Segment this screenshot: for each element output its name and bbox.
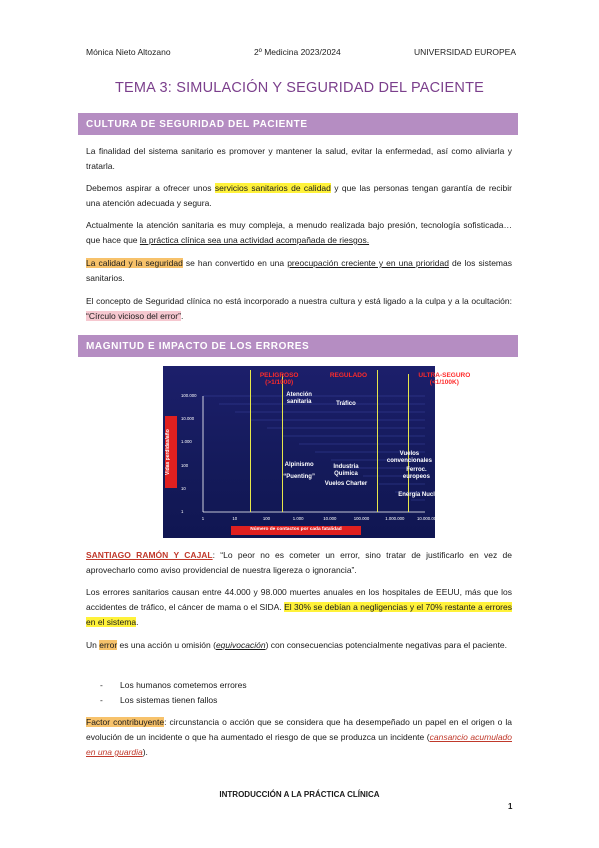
x-tick-label: 100.000 [353,516,370,521]
paragraph-error-stats: Los errores sanitarios causan entre 44.000 y 98.000 muertes anuales en los hospitales de EEUU, más que los accidentes de tráfico, el cáncer de mama o el SIDA. El 30% se debían a negligencias y el 70% restante a errores en el sistema. [86,587,512,627]
risk-chart [163,366,471,538]
x-tick-label: 1.000 [292,516,304,521]
list-item: - Los sistemas tienen fallos [100,695,218,705]
error-list [100,678,247,708]
y-axis-label: Vidas perdidas/año [165,429,171,475]
highlight-vicious-circle: “Círculo vicioso del error” [86,311,181,321]
x-tick-label: 1.000.000 [385,516,405,521]
section-heading-culture: CULTURA DE SEGURIDAD DEL PACIENTE [78,113,518,135]
page-title: TEMA 3: SIMULACIÓN Y SEGURIDAD DEL PACIENTE [114,80,485,96]
highlight-quality-services: servicios sanitarios de calidad [214,183,331,193]
paragraph-priority: La calidad y la seguridad se han convertido en una preocupación creciente y en una prioridad de los sistemas sanitarios. [86,258,512,283]
list-item: - Los humanos cometemos errores [100,680,247,690]
chart-point-label: Vuelos convencionales [386,450,432,464]
x-tick-label: 10.000 [323,516,337,521]
paragraph-safety-concept: El concepto de Seguridad clínica no está incorporado a nuestra cultura y está ligado a la culpa y a la ocultación: “Círculo vicioso del error”. [86,296,512,321]
y-tick-label: 1.000 [181,439,192,445]
highlight-quality-safety: La calidad y la seguridad [86,258,183,268]
header-university: UNIVERSIDAD EUROPEA [414,47,517,57]
y-tick-label: 10 [181,485,186,491]
x-tick-label: 100 [262,516,270,521]
highlight-contributing-factor: Factor contribuyente [86,717,165,727]
zone-label: REGULADO [329,372,368,379]
paragraph-cajal-quote: SANTIAGO RAMÓN Y CAJAL: “Lo peor no es cometer un error, sino tratar de justificarlo en vez de aprovecharlo como aviso providencial de nuestra ligereza o ignorancia”. [86,550,512,575]
highlight-negligence: El 30% se debían a negligencias y el 70% restante a errores en el sistema [86,602,512,627]
x-tick-label: 10 [232,516,238,521]
y-tick-label: 10.000 [181,416,195,422]
chart-point-label: Vuelos Charter [324,480,368,487]
chart-point-label: Ferroc. europeos [402,466,430,480]
header-author: Mónica Nieto Altozano [86,47,171,57]
chart-point-label: Alpinismo [284,461,314,468]
y-tick-label: 100 [181,462,189,468]
chart-point-label: Tráfico [336,401,356,408]
paragraph-aspire: Debemos aspirar a ofrecer unos servicios sanitarios de calidad y que las personas tengan garantía de recibir una atención adecuada y segura. [86,183,512,208]
zone-divider [250,370,251,512]
y-tick-label: 1 [181,509,184,514]
quote-author: SANTIAGO RAMÓN Y CAJAL [86,550,213,560]
x-tick-label: 10.000.000 [417,516,439,521]
chart-point-label: Energía Nuclear [398,491,444,498]
y-tick-label: 100.000 [181,393,197,398]
chart-point-label: Industria Química [333,463,359,477]
zone-label: PELIGROSO (>1/1000) [259,372,299,386]
paragraph-contributing-factor: Factor contribuyente: circunstancia o acción que se considera que ha desempeñado un papel en el origen o la evolución de un incidente o que ha aumentado el riesgo de que se produzca un incidente (cansancio acumulado en una guardia). [86,717,513,757]
zone-label: ULTRA-SEGURO (<1/100K) [418,372,471,386]
chart-point-label: Atención sanitaria [286,392,312,405]
chart-point-label: “Puenting” [283,473,315,480]
paragraph-error-definition: Un error es una acción u omisión (equivocación) con consecuencias potencialmente negativas para el paciente. [86,640,508,650]
section-heading-errors: MAGNITUD E IMPACTO DE LOS ERRORES [78,335,518,357]
highlight-error: error [99,640,118,650]
paragraph-complexity: Actualmente la atención sanitaria es muy compleja, a menudo realizada bajo presión, tecnología sofisticada… que hace que la práctica clínica sea una actividad acompañada de riesgos. [86,220,512,245]
x-axis-label: Número de contactos por cada fatalidad [250,527,342,532]
x-tick-label: 1 [201,516,205,521]
page-number: 1 [508,802,513,811]
zone-divider [377,370,378,512]
footer-course: INTRODUCCIÓN A LA PRÁCTICA CLÍNICA [219,790,380,799]
paragraph-purpose: La finalidad del sistema sanitario es promover y mantener la salud, evitar la enfermedad, así como aliviarla y tratarla. [86,146,512,171]
header-course: 2º Medicina 2023/2024 [254,47,341,57]
